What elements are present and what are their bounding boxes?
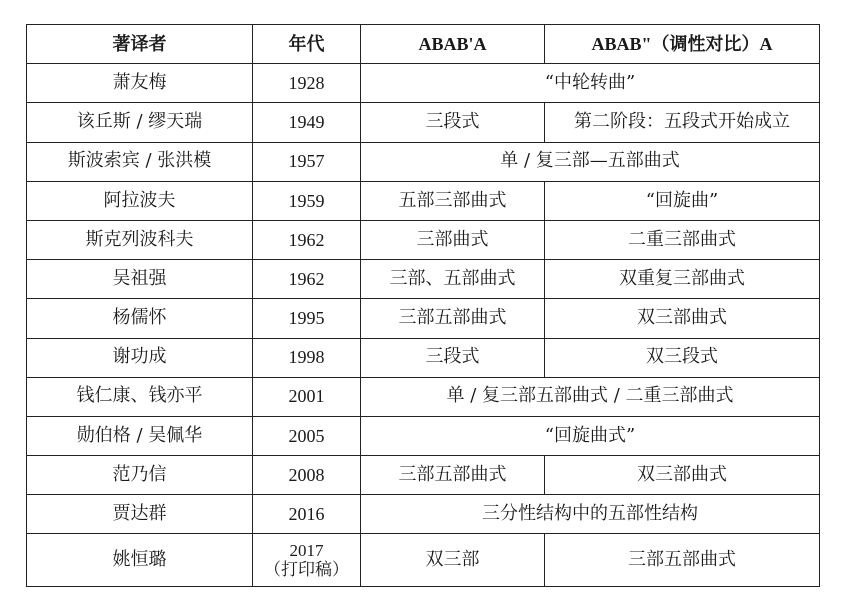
header-year: 年代 — [253, 25, 361, 64]
merged-form-cell: 单 / 复三部五部曲式 / 二重三部曲式 — [361, 377, 820, 416]
form-a-cell: 三段式 — [361, 103, 545, 142]
form-a-cell: 三段式 — [361, 338, 545, 377]
author-cell: 吴祖强 — [27, 260, 253, 299]
author-cell: 谢功成 — [27, 338, 253, 377]
author-cell: 杨儒怀 — [27, 299, 253, 338]
form-b-cell: 双三段式 — [545, 338, 820, 377]
table-row — [27, 495, 820, 534]
author-cell: 萧友梅 — [27, 64, 253, 103]
year-cell: 1959 — [253, 181, 361, 220]
table-row — [27, 260, 820, 299]
year-cell: 2016 — [253, 495, 361, 534]
table-row — [27, 299, 820, 338]
table-row — [27, 220, 820, 259]
table-row — [27, 377, 820, 416]
author-cell: 斯克列波科夫 — [27, 220, 253, 259]
author-cell: 阿拉波夫 — [27, 181, 253, 220]
year-cell: 2001 — [253, 377, 361, 416]
form-b-cell: 二重三部曲式 — [545, 220, 820, 259]
form-b-cell: 第二阶段：五段式开始成立 — [545, 103, 820, 142]
table-row — [27, 534, 820, 587]
table-row — [27, 416, 820, 455]
year-cell: 1998 — [253, 338, 361, 377]
merged-form-cell: 三分性结构中的五部性结构 — [361, 495, 820, 534]
author-cell: 范乃信 — [27, 456, 253, 495]
form-a-cell: 五部三部曲式 — [361, 181, 545, 220]
header-author: 著译者 — [27, 25, 253, 64]
form-b-cell: 双重复三部曲式 — [545, 260, 820, 299]
form-a-cell: 三部五部曲式 — [361, 456, 545, 495]
form-comparison-table — [26, 24, 820, 587]
year-cell: 1957 — [253, 142, 361, 181]
header-row — [27, 25, 820, 64]
form-a-cell: 三部、五部曲式 — [361, 260, 545, 299]
table-row — [27, 456, 820, 495]
form-a-cell: 三部五部曲式 — [361, 299, 545, 338]
header-form-a: ABAB'A — [361, 25, 545, 64]
form-b-cell: 双三部曲式 — [545, 456, 820, 495]
merged-form-cell: “回旋曲式” — [361, 416, 820, 455]
year-value: 2017 — [289, 540, 324, 560]
year-cell: 2008 — [253, 456, 361, 495]
form-a-cell: 三部曲式 — [361, 220, 545, 259]
table-row — [27, 103, 820, 142]
merged-form-cell: 单 / 复三部—五部曲式 — [361, 142, 820, 181]
author-cell: 斯波索宾 / 张洪模 — [27, 142, 253, 181]
table-row — [27, 338, 820, 377]
header-form-b: ABAB"（调性对比）A — [545, 25, 820, 64]
author-cell: 钱仁康、钱亦平 — [27, 377, 253, 416]
year-cell: 1949 — [253, 103, 361, 142]
merged-form-cell: “中轮转曲” — [361, 64, 820, 103]
form-b-cell: 双三部曲式 — [545, 299, 820, 338]
form-b-cell: 三部五部曲式 — [545, 534, 820, 587]
form-b-cell: “回旋曲” — [545, 181, 820, 220]
year-note: （打印稿） — [264, 560, 349, 580]
year-cell: 2005 — [253, 416, 361, 455]
year-cell: 1928 — [253, 64, 361, 103]
year-cell: 1962 — [253, 260, 361, 299]
author-cell: 姚恒璐 — [27, 534, 253, 587]
table-row — [27, 142, 820, 181]
year-cell — [253, 534, 361, 587]
year-cell: 1995 — [253, 299, 361, 338]
year-cell: 1962 — [253, 220, 361, 259]
table-row — [27, 64, 820, 103]
table-row — [27, 181, 820, 220]
author-cell: 勋伯格 / 吴佩华 — [27, 416, 253, 455]
author-cell: 该丘斯 / 缪天瑞 — [27, 103, 253, 142]
author-cell: 贾达群 — [27, 495, 253, 534]
form-a-cell: 双三部 — [361, 534, 545, 587]
